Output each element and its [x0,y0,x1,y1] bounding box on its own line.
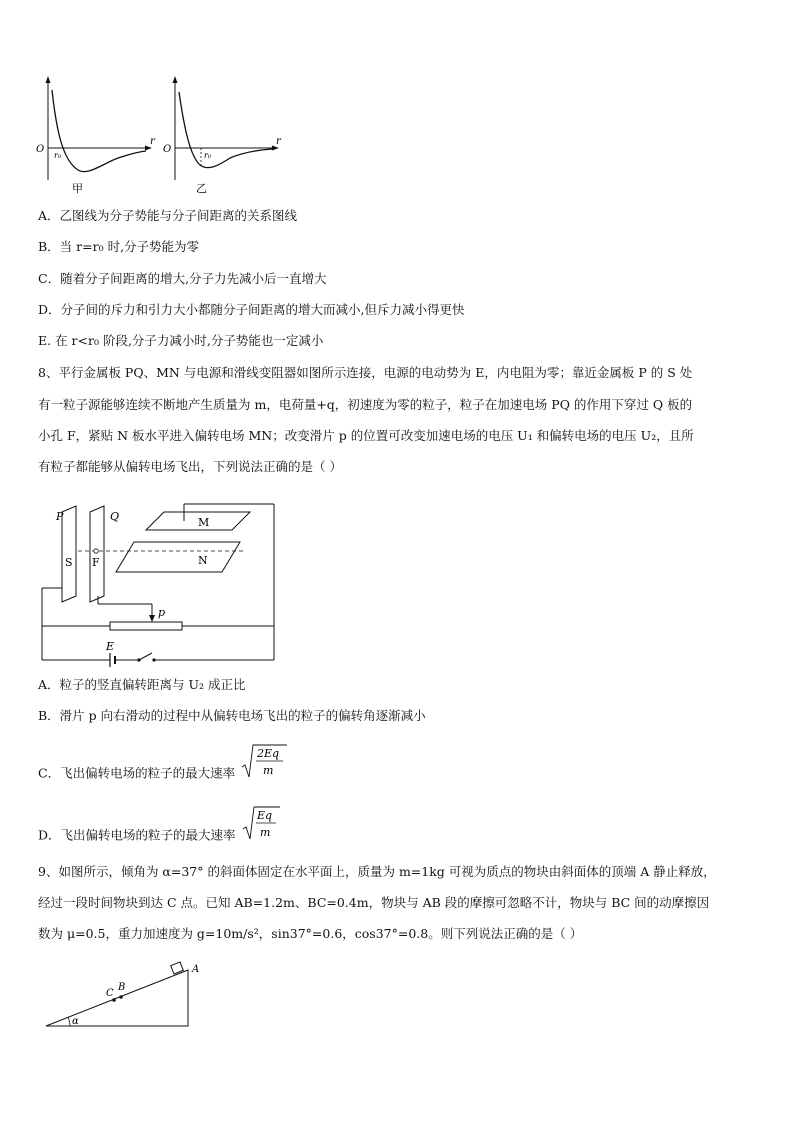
q9-stem-line1: 9、如图所示，倾角为 α=37° 的斜面体固定在水平面上，质量为 m=1kg 可视为质点的物块由斜面体的顶端 A 静止释放， [38,864,716,879]
q8-stem-line3: 小孔 F，紧贴 N 板水平进入偏转电场 MN；改变滑片 p 的位置可改变加速电场的电压 U₁ 和偏转电场的电压 U₂，且所 [38,428,694,443]
q8-stem-line4: 有粒子都能够从偏转电场飞出，下列说法正确的是（ ） [38,459,342,474]
label-f: F [92,556,100,569]
label-e: E [106,640,115,653]
c-numerator: 2Eq [257,747,280,760]
caption-yi: 乙 [196,182,207,195]
q8-option-c [38,747,285,793]
label-c: C [106,988,114,999]
q8-option-a: A．粒子的竖直偏转距离与 U₂ 成正比 [38,677,246,692]
q9-stem-line3: 数为 μ=0.5，重力加速度为 g=10m/s²，sin37°=0.6，cos37°=0.8。则下列说法正确的是（ ） [38,926,583,941]
q8-option-b: B．滑片 p 向右滑动的过程中从偏转电场飞出的粒子的偏转角逐渐减小 [38,708,426,723]
q8-circuit-diagram [38,500,288,670]
molecular-force-graphs [30,72,290,197]
r0-label-left: r₀ [54,151,62,160]
q8-option-c-formula [241,743,287,781]
caption-jia: 甲 [72,182,83,195]
q8-option-c-text: C．飞出偏转电场的粒子的最大速率 [38,765,236,781]
d-numerator: Eq [256,809,272,822]
c-denominator: m [263,764,274,777]
label-q-plate: Q [110,510,120,523]
q9-incline-diagram [40,956,210,1036]
label-s: S [65,556,73,569]
q7-option-d: D．分子间的斥力和引力大小都随分子间距离的增大而减小,但斥力减小得更快 [38,302,465,317]
label-b: B [118,982,126,993]
q7-option-e: E. 在 r<r₀ 阶段,分子力减小时,分子势能也一定减小 [38,333,324,348]
q8-stem-line1: 8、平行金属板 PQ、MN 与电源和滑线变阻器如图所示连接，电源的电动势为 E，内电阻为零；靠近金属板 P 的 S 处 [38,365,693,380]
q7-option-b: B．当 r=r₀ 时,分子势能为零 [38,239,200,254]
r0-label-right: r₀ [204,151,212,160]
q8-option-d-formula [242,805,282,843]
label-n-plate: N [198,554,208,567]
q8-stem-line2: 有一粒子源能够连续不断地产生质量为 m，电荷量+q，初速度为零的粒子，粒子在加速电场 PQ 的作用下穿过 Q 板的 [38,397,693,412]
graph-jia [36,76,156,195]
label-m-plate: M [198,516,210,529]
axis-o-right: O [163,144,172,155]
label-alpha: α [72,1016,79,1027]
label-p-plate: P [56,510,64,523]
q7-option-a: A．乙图线为分子势能与分子间距离的关系图线 [38,208,298,223]
graph-yi [163,76,282,195]
q8-option-d [38,809,280,855]
q8-option-d-text: D．飞出偏转电场的粒子的最大速率 [38,827,236,843]
label-a: A [192,964,200,975]
q9-stem-line2: 经过一段时间物块到达 C 点。已知 AB=1.2m、BC=0.4m，物块与 AB 段的摩擦可忽略不计，物块与 BC 间的动摩擦因 [38,895,710,910]
axis-o-left: O [36,144,45,155]
axis-r-right: r [276,136,281,147]
d-denominator: m [259,826,270,839]
label-slider-p: p [158,606,166,619]
axis-r-left: r [150,136,155,147]
q7-option-c: C．随着分子间距离的增大,分子力先减小后一直增大 [38,271,327,286]
